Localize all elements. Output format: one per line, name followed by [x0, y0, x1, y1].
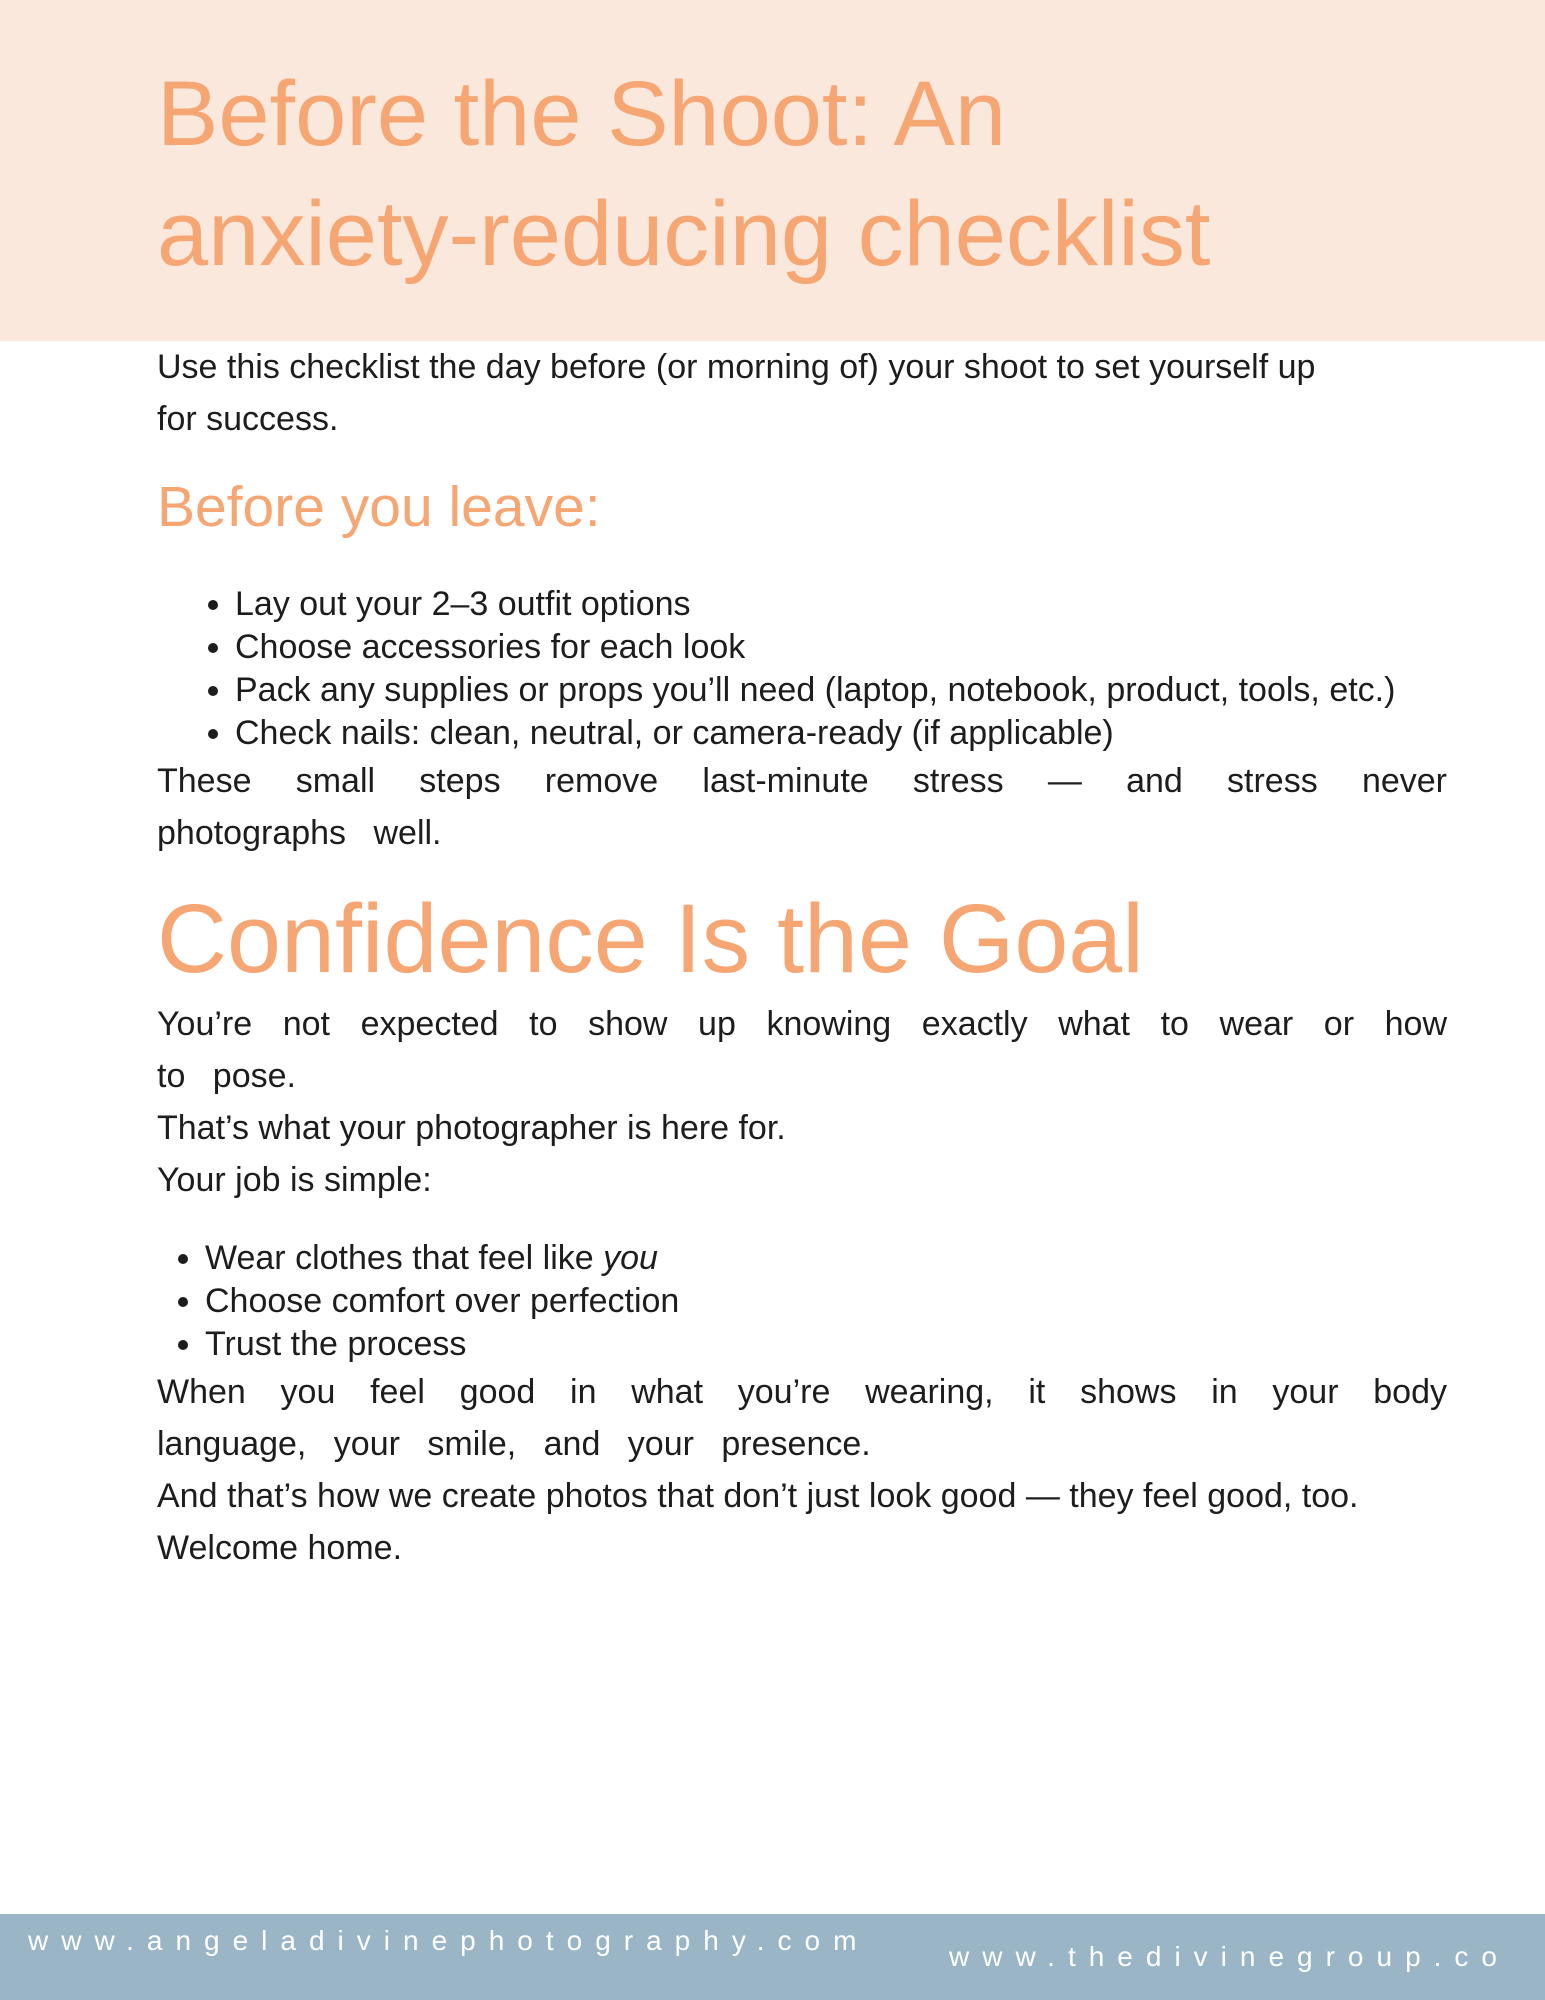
checklist — [157, 583, 1447, 755]
tips-item: • Choose comfort over perfection — [205, 1280, 1447, 1323]
page-header — [0, 0, 1545, 341]
paragraph: That’s what your photographer is here for. — [157, 1109, 786, 1147]
page-footer — [0, 1914, 1545, 2000]
footer-url-left: www.angeladivinephotography.com — [28, 1925, 870, 1956]
paragraph: Your job is simple: — [157, 1161, 432, 1199]
checklist-item: • Choose accessories for each look — [235, 626, 1447, 669]
page-title-line2: anxiety-reducing checklist — [157, 183, 1211, 285]
intro-paragraph: Use this checklist the day before (or morning of) your shoot to set yourself up for success. — [157, 348, 1316, 438]
checklist-item: • Lay out your 2–3 outfit options — [235, 583, 1447, 626]
checklist-item: • Pack any supplies or props you’ll need (laptop, notebook, product, tools, etc.) — [235, 669, 1447, 712]
paragraph: Welcome home. — [157, 1529, 403, 1567]
tips-item: • Trust the process — [205, 1323, 1447, 1366]
footer-url-right: www.thedivinegroup.co — [949, 1941, 1510, 1972]
page-body — [0, 341, 1447, 1574]
paragraph: When you feel good in what you’re wearing, it shows in your body language, your smile, and your presence. — [157, 1373, 1447, 1463]
tips-list — [157, 1237, 1447, 1366]
closing-paragraph: These small steps remove last-minute stress — and stress never photographs well. — [157, 762, 1447, 852]
emphasized-word: you — [603, 1239, 658, 1277]
page-title — [157, 54, 1505, 294]
tips-item: • Wear clothes that feel like you — [205, 1237, 1447, 1280]
section-heading-before-you-leave: Before you leave: — [157, 475, 601, 539]
section-heading-confidence: Confidence Is the Goal — [157, 884, 1144, 993]
checklist-item: • Check nails: clean, neutral, or camera-ready (if applicable) — [235, 712, 1447, 755]
paragraph: You’re not expected to show up knowing exactly what to wear or how to pose. — [157, 1005, 1447, 1095]
page-title-line1: Before the Shoot: An — [157, 63, 1007, 165]
paragraph: And that’s how we create photos that don’t just look good — they feel good, too. — [157, 1477, 1359, 1515]
